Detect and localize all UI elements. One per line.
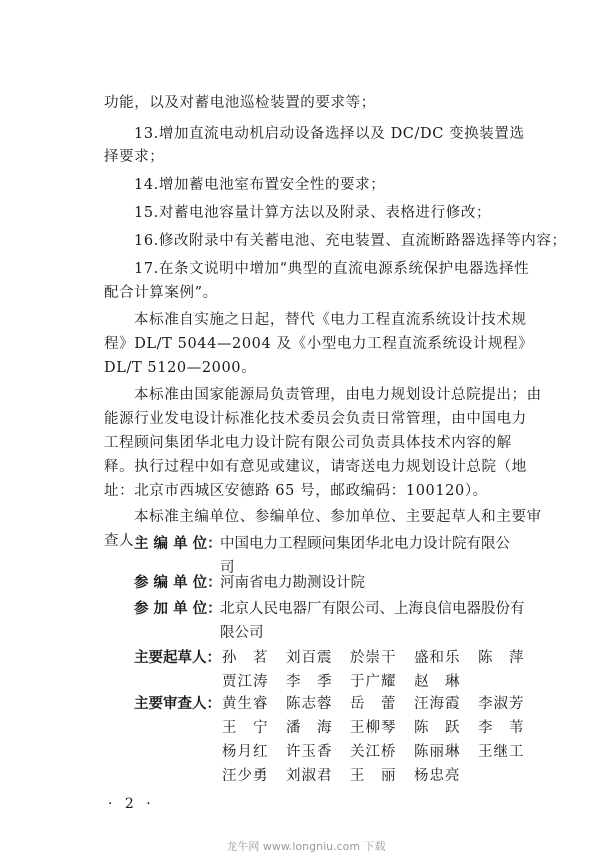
reviewer-name: 王柳琴 <box>350 720 397 736</box>
drafter-name: 於崇干 <box>350 650 397 666</box>
reviewer-name: 李淑芳 <box>478 696 525 712</box>
drafter-name: 贾江涛 <box>222 674 269 690</box>
reviewer-name: 李 苇 <box>478 720 525 736</box>
page-number: · 2 · <box>108 796 155 812</box>
text-line: 址：北京市西城区安德路 65 号，邮政编码：100120）。 <box>104 483 488 499</box>
text-line: DL/T 5120—2000。 <box>104 360 257 376</box>
drafter-name: 李 季 <box>286 674 333 690</box>
drafter-name: 孙 茗 <box>222 650 269 666</box>
reviewer-name: 杨忠亮 <box>414 768 461 784</box>
participating-unit-value: 河南省电力勘测设计院 <box>220 575 365 591</box>
joining-unit-label: 参 加 单 位： <box>134 600 222 617</box>
reviewer-name: 岳 蕾 <box>350 696 397 712</box>
text-line: 程》DL/T 5044—2004 及《小型电力工程直流系统设计规程》 <box>104 336 534 352</box>
reviewer-name: 王 宁 <box>222 720 269 736</box>
drafter-name: 盛和乐 <box>414 650 461 666</box>
drafter-name: 于广耀 <box>350 674 397 690</box>
text-line: 15.对蓄电池容量计算方法以及附录、表格进行修改； <box>134 205 492 221</box>
text-line: 本标准主编单位、参编单位、参加单位、主要起草人和主要审 <box>134 509 542 525</box>
joining-unit-value: 限公司 <box>220 625 264 641</box>
reviewer-name: 汪海霞 <box>414 696 461 712</box>
text-line: 工程顾问集团华北电力设计院有限公司负责具体技术内容的解 <box>104 435 512 451</box>
drafter-name: 陈 萍 <box>478 650 525 666</box>
chief-unit-value: 司 <box>220 560 235 576</box>
reviewer-name: 潘 海 <box>286 720 333 736</box>
watermark-footer: 龙牛网 www.longniu.com 下载 <box>226 840 386 853</box>
reviewer-name: 陈 跃 <box>414 720 461 736</box>
text-line: 查人： <box>104 533 150 549</box>
text-line: 功能，以及对蓄电池巡检装置的要求等； <box>104 95 376 111</box>
reviewer-label: 主要审查人： <box>134 695 221 712</box>
reviewer-name: 王 丽 <box>350 768 397 784</box>
reviewer-name: 杨月红 <box>222 744 269 760</box>
text-line: 14.增加蓄电池室布置安全性的要求； <box>134 177 386 193</box>
drafter-name: 刘百震 <box>286 650 333 666</box>
chief-unit-label: 主 编 单 位： <box>134 535 222 552</box>
reviewer-name: 刘淑君 <box>286 768 333 784</box>
participating-unit-label: 参 编 单 位： <box>134 574 222 591</box>
text-line: 释。执行过程中如有意见或建议，请寄送电力规划设计总院（地 <box>104 459 527 475</box>
reviewer-name: 黄生睿 <box>222 696 269 712</box>
text-line: 16.修改附录中有关蓄电池、充电装置、直流断路器选择等内容； <box>134 233 567 249</box>
reviewer-name: 陈志蓉 <box>286 696 333 712</box>
text-line: 本标准自实施之日起，替代《电力工程直流系统设计技术规 <box>134 312 527 328</box>
text-line: 配合计算案例”。 <box>104 285 218 301</box>
text-line: 择要求； <box>104 149 165 165</box>
reviewer-name: 陈丽琳 <box>414 744 461 760</box>
text-line: 能源行业发电设计标准化技术委员会负责日常管理，由中国电力 <box>104 411 527 427</box>
reviewer-name: 关江桥 <box>350 744 397 760</box>
text-line: 本标准由国家能源局负责管理，由电力规划设计总院提出；由 <box>134 387 542 403</box>
reviewer-name: 许玉香 <box>286 744 333 760</box>
reviewer-name: 汪少勇 <box>222 768 269 784</box>
joining-unit-value: 北京人民电器厂有限公司、上海良信电器股份有 <box>220 601 525 617</box>
text-line: 17.在条文说明中增加“典型的直流电源系统保护电器选择性 <box>134 261 530 277</box>
chief-unit-value: 中国电力工程顾问集团华北电力设计院有限公 <box>220 536 510 552</box>
text-line: 13.增加直流电动机启动设备选择以及 DC/DC 变换装置选 <box>134 126 525 142</box>
drafter-name: 赵 琳 <box>414 674 461 690</box>
drafter-label: 主要起草人： <box>134 649 221 666</box>
reviewer-name: 王继工 <box>478 744 525 760</box>
